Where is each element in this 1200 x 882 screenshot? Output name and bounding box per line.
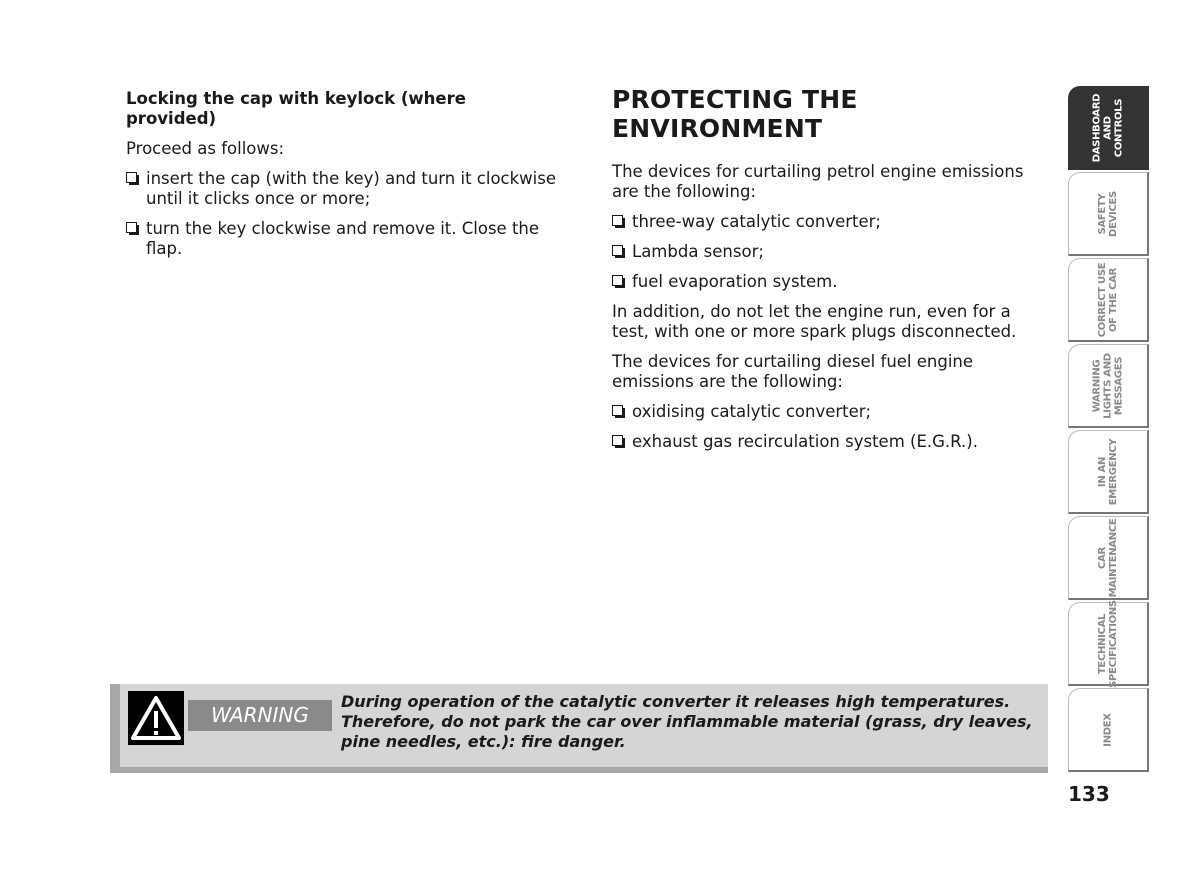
tab-label: IN AN EMERGENCY (1097, 438, 1119, 505)
title-line-1: PROTECTING THE (612, 85, 858, 114)
tab-label: CAR MAINTENANCE (1097, 518, 1119, 597)
left-column (126, 89, 556, 269)
warning-triangle-icon (128, 691, 184, 745)
list-item-text: insert the cap (with the key) and turn it clockwise until it clicks once or more; (146, 169, 557, 208)
page-number: 133 (1068, 782, 1110, 806)
tab-in-an-emergency[interactable] (1068, 430, 1149, 514)
tab-label: WARNING LIGHTS AND MESSAGES (1091, 352, 1125, 419)
list-item (612, 242, 1037, 262)
tab-label: TECHNICAL SPECIFICATIONS (1097, 599, 1119, 688)
checkbox-bullet-icon (612, 245, 623, 256)
list-item (126, 169, 556, 209)
tab-technical-specifications[interactable] (1068, 599, 1149, 688)
title-line-2: ENVIRONMENT (612, 114, 823, 143)
checkbox-bullet-icon (612, 405, 623, 416)
intro-text: Proceed as follows: (126, 139, 285, 158)
section-title (612, 85, 1037, 143)
tab-warning-lights-and-messages[interactable] (1068, 344, 1149, 428)
list-item-text: turn the key clockwise and remove it. Close the flap. (146, 219, 540, 258)
warning-text: During operation of the catalytic converter it releases high temperatures. Therefore, do not park the car over inflammable material (grass, dry leaves, pine needles, etc.): fire danger. (341, 692, 1033, 751)
checkbox-bullet-icon (612, 275, 623, 286)
warning-box (110, 684, 1048, 773)
checkbox-bullet-icon (612, 215, 623, 226)
tab-label: DASHBOARD AND CONTROLS (1091, 93, 1125, 162)
tab-label: SAFETY DEVICES (1097, 190, 1119, 237)
list-item-text: fuel evaporation system. (632, 272, 838, 291)
diesel-intro: The devices for curtailing diesel fuel engine emissions are the following: (612, 352, 974, 391)
checkbox-bullet-icon (612, 435, 623, 446)
list-item-text: three-way catalytic converter; (632, 212, 881, 231)
tab-correct-use-of-the-car[interactable] (1068, 258, 1149, 342)
right-column (612, 85, 1037, 462)
list-item (612, 432, 1037, 452)
warning-label: WARNING (188, 700, 332, 731)
list-item-text: oxidising catalytic converter; (632, 402, 872, 421)
tab-car-maintenance[interactable] (1068, 516, 1149, 600)
list-item-text: exhaust gas recirculation system (E.G.R.). (632, 432, 978, 451)
checkbox-bullet-icon (126, 222, 137, 233)
list-item (612, 402, 1037, 422)
list-item (612, 272, 1037, 292)
tab-label: INDEX (1102, 712, 1114, 747)
list-item (612, 212, 1037, 232)
tab-index[interactable] (1068, 688, 1149, 772)
chapter-tabs (1068, 86, 1149, 776)
tab-safety-devices[interactable] (1068, 172, 1149, 256)
spark-plug-note: In addition, do not let the engine run, even for a test, with one or more spark plugs disconnected. (612, 302, 1017, 341)
checkbox-bullet-icon (126, 172, 137, 183)
petrol-intro: The devices for curtailing petrol engine emissions are the following: (612, 162, 1024, 201)
list-item-text: Lambda sensor; (632, 242, 764, 261)
list-item (126, 219, 556, 259)
tab-label: CORRECT USE OF THE CAR (1097, 262, 1119, 337)
tab-dashboard-and-controls[interactable] (1068, 86, 1149, 170)
keylock-subheading: Locking the cap with keylock (where provided) (126, 89, 466, 128)
